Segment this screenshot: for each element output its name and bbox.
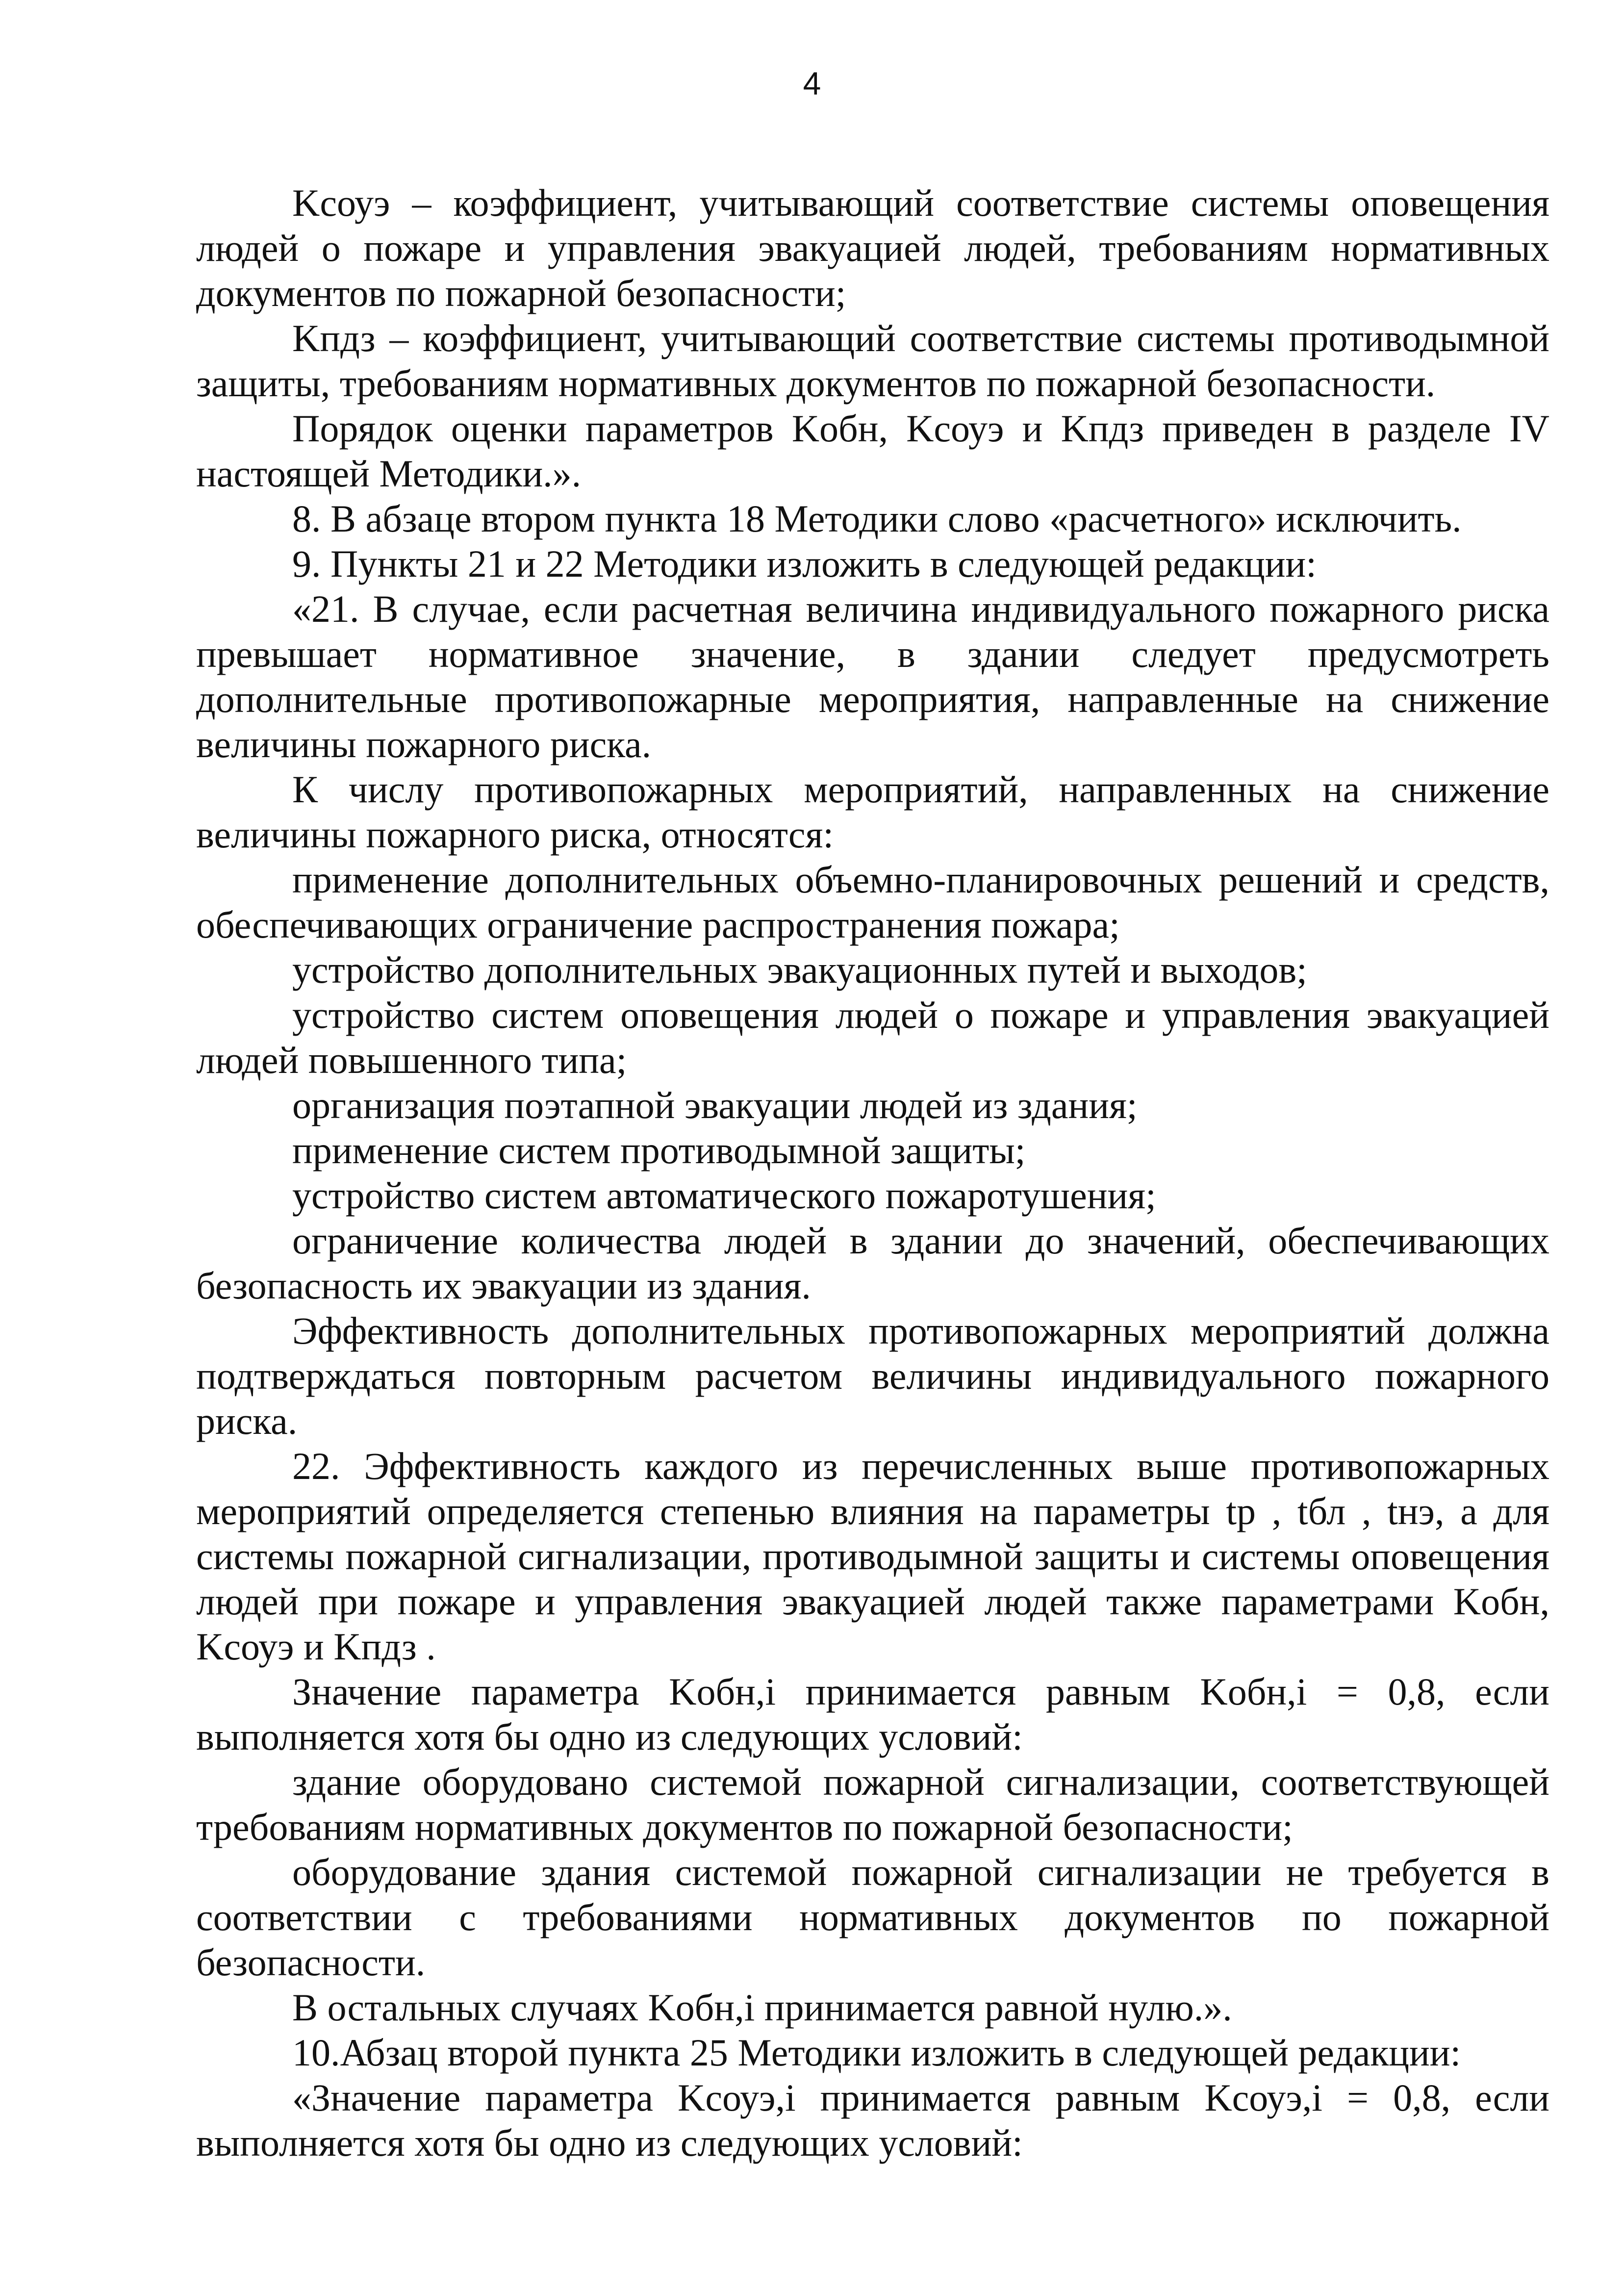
paragraph-clause-21: «21. В случае, если расчетная величина индивидуального пожарного риска превышает нормативное значение, в здании следует предусмотреть дополнительные противопожарные мероприятия, направленные на снижение величины пожарного риска. [196, 587, 1549, 765]
page-number: 4 [803, 65, 821, 102]
paragraph-k-pdz-definition: Kпдз – коэффициент, учитывающий соответствие системы противодымной защиты, требованиям нормативных документов по пожарной безопасности. [196, 317, 1549, 405]
paragraph-item-8: 8. В абзаце втором пункта 18 Методики слово «расчетного» исключить. [292, 497, 1462, 540]
list-item: устройство систем автоматического пожаротушения; [292, 1174, 1156, 1217]
paragraph-item-10: 10.Абзац второй пункта 25 Методики изложить в следующей редакции: [292, 2031, 1461, 2074]
list-item: оборудование здания системой пожарной сигнализации не требуется в соответствии с требованиями нормативных документов по пожарной безопасности. [196, 1851, 1549, 1984]
paragraph-item-9: 9. Пункты 21 и 22 Методики изложить в следующей редакции: [292, 542, 1317, 585]
list-item: применение дополнительных объемно-планировочных решений и средств, обеспечивающих ограничение распространения пожара; [196, 858, 1549, 946]
paragraph-k-obn-value: Значение параметра Kобн,i принимается равным Kобн,i = 0,8, если выполняется хотя бы одно из следующих условий: [196, 1670, 1549, 1758]
list-item: применение систем противодымной защиты; [292, 1129, 1026, 1172]
paragraph-parameters-order: Порядок оценки параметров Kобн, Kсоуэ и Kпдз приведен в разделе IV настоящей Методики.». [196, 407, 1549, 495]
document-body [196, 180, 1549, 2166]
list-item: устройство систем оповещения людей о пожаре и управления эвакуацией людей повышенного типа; [196, 994, 1549, 1081]
paragraph-k-soue-definition: Kсоуэ – коэффициент, учитывающий соответствие системы оповещения людей о пожаре и управления эвакуацией людей, требованиям нормативных документов по пожарной безопасности; [196, 181, 1549, 314]
paragraph-k-soue-value: «Значение параметра Kсоуэ,i принимается равным Kсоуэ,i = 0,8, если выполняется хотя бы одно из следующих условий: [196, 2076, 1549, 2164]
list-item: ограничение количества людей в здании до значений, обеспечивающих безопасность их эвакуации из здания. [196, 1219, 1549, 1307]
list-item: здание оборудовано системой пожарной сигнализации, соответствующей требованиям нормативных документов по пожарной безопасности; [196, 1760, 1549, 1848]
paragraph-measures-intro: К числу противопожарных мероприятий, направленных на снижение величины пожарного риска, относятся: [196, 768, 1549, 856]
paragraph-other-cases: В остальных случаях Kобн,i принимается равной нулю.». [292, 1986, 1232, 2029]
list-item: организация поэтапной эвакуации людей из здания; [292, 1084, 1138, 1126]
paragraph-clause-22: 22. Эффективность каждого из перечисленных выше противопожарных мероприятий определяется степенью влияния на параметры tр , tбл , tнэ, а для системы пожарной сигнализации, противодымной защиты и системы оповещения людей при пожаре и управления эвакуацией людей также параметрами Kобн, Kсоуэ и Kпдз . [196, 1445, 1549, 1668]
list-item: устройство дополнительных эвакуационных путей и выходов; [292, 948, 1307, 991]
paragraph-effectiveness: Эффективность дополнительных противопожарных мероприятий должна подтверждаться повторным расчетом величины индивидуального пожарного риска. [196, 1309, 1549, 1442]
